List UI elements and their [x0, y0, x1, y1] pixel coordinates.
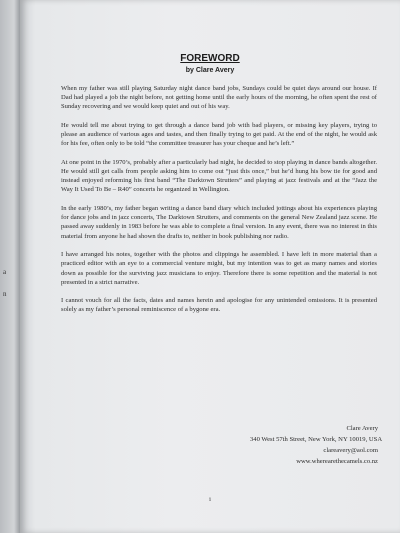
paragraph: He would tell me about trying to get through a dance band job with bad players, or missing key players, trying to please an audience of various ages and tastes, and then finally trying to get paid. At the end of the night, he would ask for his fee, often only to be told “the committee treasurer has your cheque and he’s left.”: [61, 121, 377, 148]
paragraph: I cannot vouch for all the facts, dates and names herein and apologise for any unintended omissions. It is presented solely as my father’s personal reminiscence of a bygone era.: [61, 297, 377, 314]
signature-name: Clare Avery: [346, 425, 378, 432]
signature-address: 340 West 57th Street, New York, NY 10019, USA: [250, 436, 383, 443]
signature-website: www.wherearethecamels.co.nz: [296, 458, 378, 465]
adjacent-page-fragment: n: [3, 290, 7, 298]
paragraph: When my father was still playing Saturday night dance band jobs, Sundays could be quiet days around our house. If Dad had played a job the night before, not getting home until the early hours of the morning, he often spent the rest of Sunday recovering and we would keep quiet and out of his way.: [61, 85, 377, 111]
adjacent-page-fragment: a: [3, 268, 7, 276]
book-page: [20, 0, 400, 533]
paragraph: I have arranged his notes, together with the photos and clippings he assembled. I have left in more material than a practiced editor with an eye to a commercial venture might, but my intention was to get as many names and stories down as possible for the surviving jazz musicians to enjoy. Therefore there is some repetition and the material is not presented in a strict narrative.: [61, 251, 377, 286]
paragraph: At one point in the 1970’s, probably after a particularly bad night, he decided to stop playing in dance bands altogether. He would still get calls from people asking him to come out “just this once,” but he’d hung his bow tie for good and instead enjoyed reforming his first band “The Darktown Strutters” and playing at jazz festivals and at the “Jazz the Way It Used To Be – R40” concerts he organized in Wellington.: [61, 158, 377, 194]
adjacent-page-edge: [0, 0, 20, 533]
signature-block: [250, 423, 383, 467]
paragraph: In the early 1980’s, my father began writing a dance band diary which included jottings about his experiences playing for dance jobs and in jazz concerts, The Darktown Strutters, and comments on the general New Zealand jazz scene. He passed away suddenly in 1983 before he was able to complete a final version. In any event, there was no interest in this material from anyone he had shown the drafts to, neither in book publishing nor radio.: [61, 205, 377, 240]
page-title: FOREWORD: [180, 53, 240, 64]
author-byline: by Clare Avery: [185, 67, 235, 74]
signature-email: clareavery@aol.com: [323, 447, 378, 454]
foreword-body: [61, 84, 377, 324]
page-number: i: [209, 496, 211, 503]
